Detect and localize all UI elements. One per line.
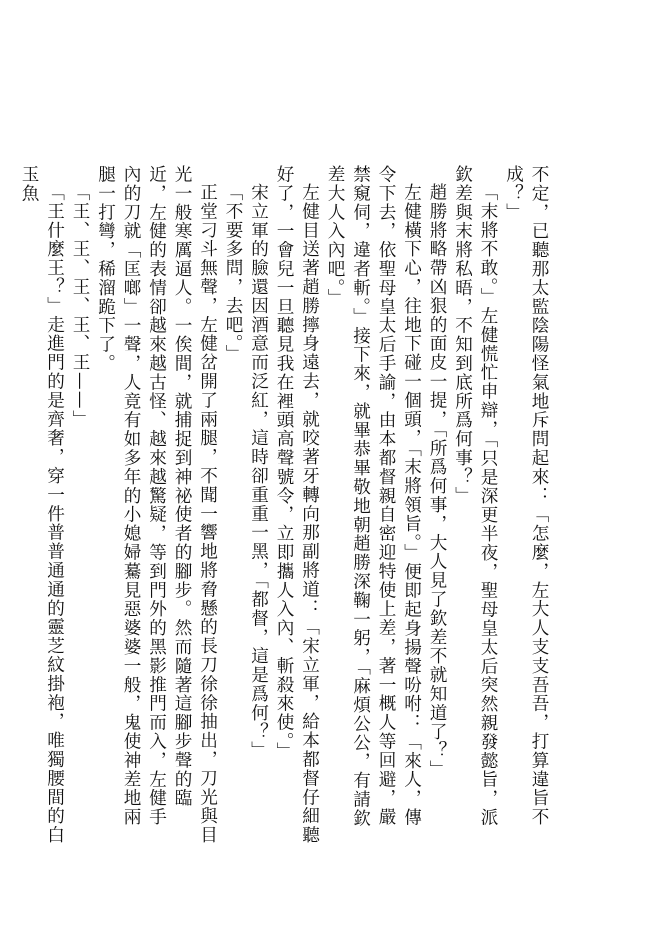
paragraph: 「王、王、王、王、王——」	[70, 182, 90, 429]
paragraph: 左健目送著趙勝擰身遠去，就咬著牙轉向那副將道：「宋立軍，給本都督仔細聽好了，一會兒一旦聽見我在裡頭高聲號令，立即攜人入內、斬殺來使。」	[274, 165, 320, 845]
vertical-text-body	[19, 165, 551, 845]
paragraph: 正堂刁斗無聲，左健岔開了兩腿，不聞一響地將脅懸的長刀徐徐抽出，刀光與目光一般寒厲逼人。一俟間，就捕捉到神祕使者的腳步。然而隨著這腳步聲的臨近，左健的表情卻越來越古怪、越來越驚疑，等到門外的黑影推門而入，左健手內的刀就「匡啷」一聲，人竟有如多年的小媳婦驀見惡婆婆一般，鬼使神差地兩腿一打彎，稀溜跪下了。	[95, 165, 218, 845]
paragraph: 不定，已聽那太監陰陽怪氣地斥問起來：「怎麼，左大人支支吾吾，打算違旨不成？」	[503, 165, 549, 827]
paragraph: 宋立軍的臉還因酒意而泛紅，這時卻重重一黑，「都督，這是爲何？」	[248, 182, 269, 760]
paragraph: 「王什麼王？」走進門的是齊奢，穿一件普普通通的靈芝紋掛袍，唯獨腰間的白玉魚	[19, 165, 65, 845]
paragraph: 趙勝將略帶凶狠的面皮一提，「所爲何事，大人見了欽差不就知道了？」	[427, 182, 447, 779]
paragraph: 「不要多問，去吧。」	[223, 182, 243, 363]
paragraph: 左健橫下心，往地下碰一個頭，「末將領旨。」便即起身揚聲吩咐：「來人，傳令下去，依聖母皇太后手諭，由本都督親自密迎特使上差，著一概人等回避，嚴禁窺伺，違者斬。」接下來，就畢恭畢敬地朝趙勝深鞠一躬，「麻煩公公，有請欽差大人入內吧。」	[325, 165, 422, 828]
paragraph: 「末將不敢。」左健慌忙申辯，「只是深更半夜，聖母皇太后突然親發懿旨，派欽差與末將私晤，不知到底所爲何事？」	[452, 165, 498, 827]
